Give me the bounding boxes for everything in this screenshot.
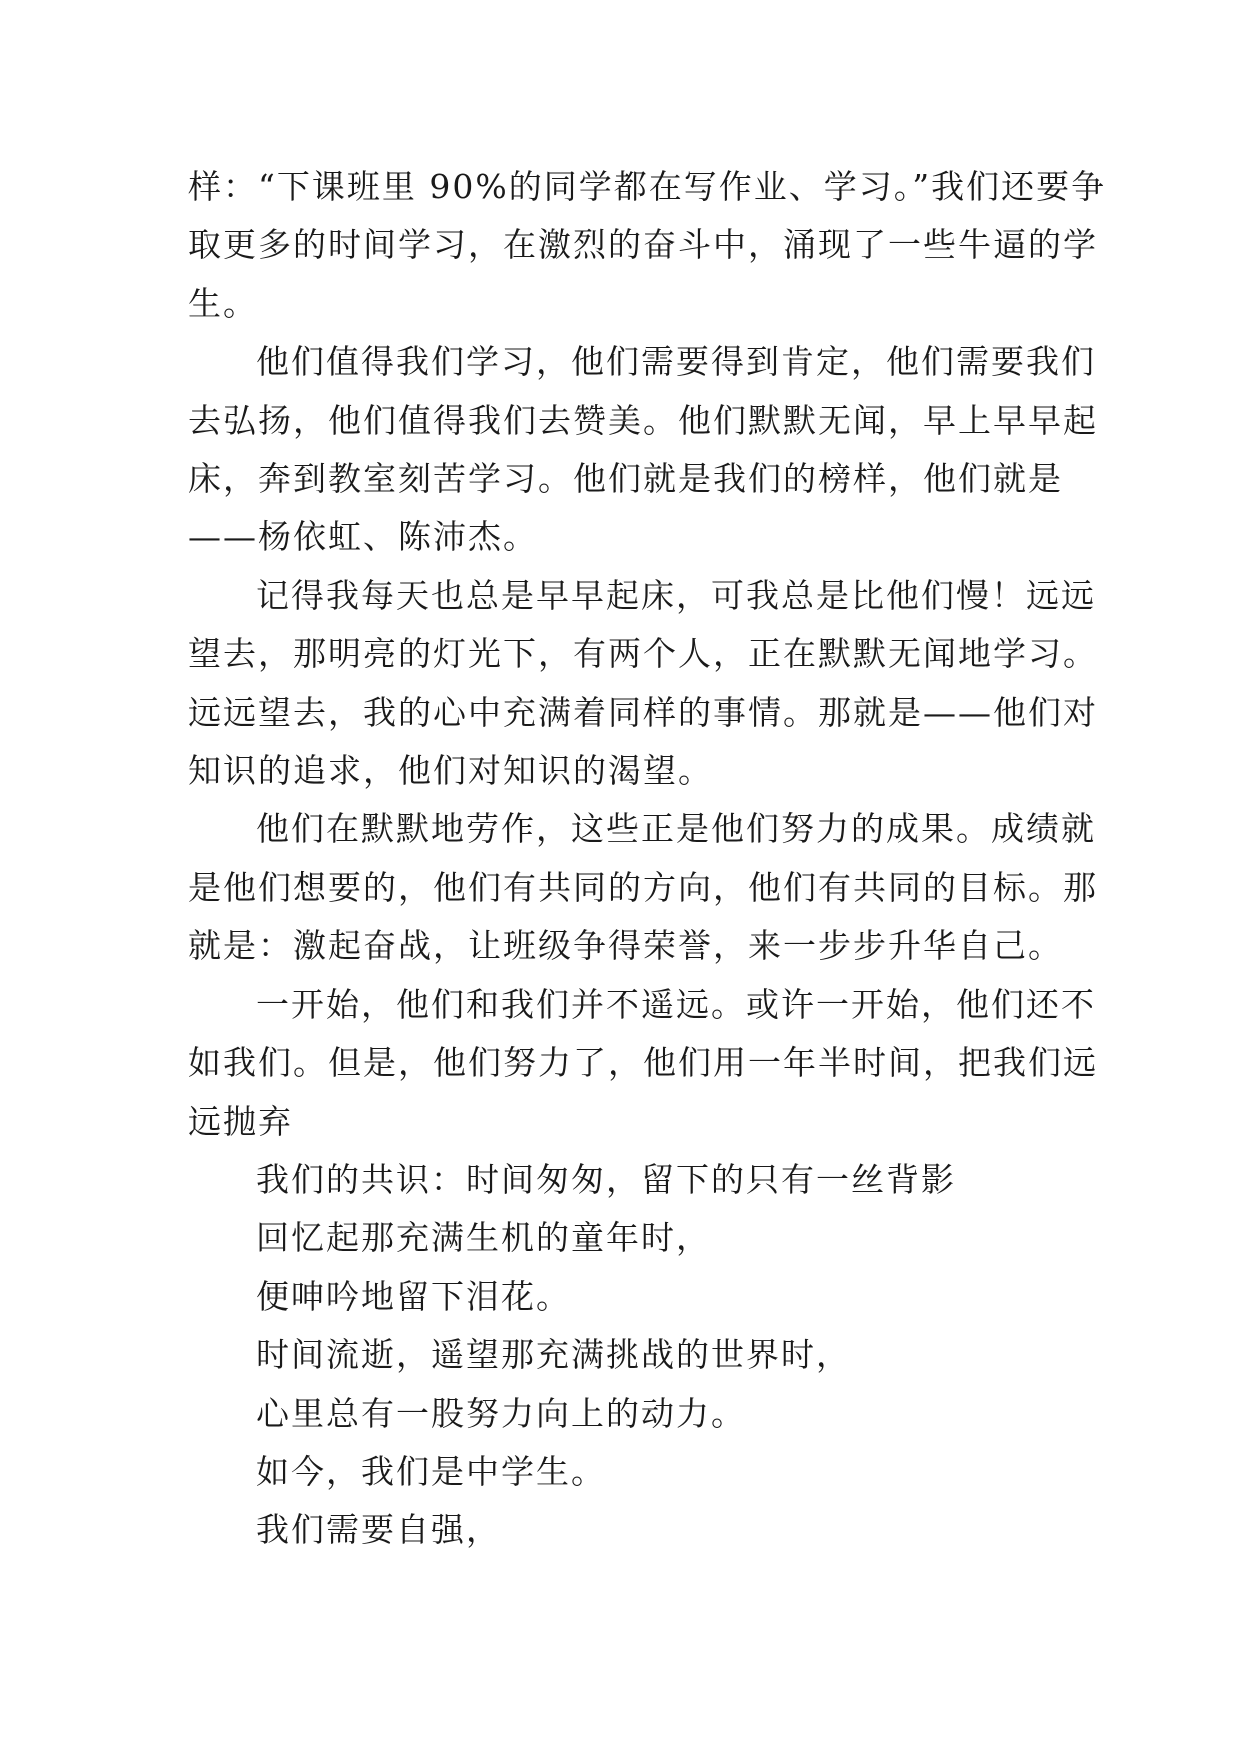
verse-line: 回忆起那充满生机的童年时， <box>256 1218 711 1258</box>
verse-line: 我们需要自强， <box>256 1510 501 1550</box>
verse-block <box>188 1151 1068 1560</box>
text-line: 望去，那明亮的灯光下，有两个人，正在默默无闻地学习。 <box>188 634 1098 674</box>
verse-line: 心里总有一股努力向上的动力。 <box>256 1393 746 1433</box>
text-line: 他们在默默地劳作，这些正是他们努力的成果。成绩就 <box>256 809 1096 849</box>
verse-line: 时间流逝，遥望那充满挑战的世界时， <box>256 1335 851 1375</box>
text-line: 去弘扬，他们值得我们去赞美。他们默默无闻，早上早早起 <box>188 400 1098 440</box>
text-line: 知识的追求，他们对知识的渴望。 <box>188 751 713 791</box>
text-line: 他们值得我们学习，他们需要得到肯定，他们需要我们 <box>256 342 1096 382</box>
text-line: ——杨依虹、陈沛杰。 <box>188 517 538 557</box>
text-line: 就是：激起奋战，让班级争得荣誉，来一步步升华自己。 <box>188 926 1063 966</box>
paragraph-2 <box>188 333 1098 567</box>
paragraph-5 <box>188 976 1098 1151</box>
verse-line: 如今，我们是中学生。 <box>256 1451 606 1491</box>
document-body <box>188 158 1107 1560</box>
text-line: 如我们。但是，他们努力了，他们用一年半时间，把我们远 <box>188 1043 1098 1083</box>
verse-line: 便呻吟地留下泪花。 <box>256 1276 571 1316</box>
text-line: 样：“下课班里 90%的同学都在写作业、学习。”我们还要争 <box>188 167 1107 206</box>
paragraph-1 <box>188 158 1107 333</box>
paragraph-3 <box>188 567 1098 801</box>
text-line: 一开始，他们和我们并不遥远。或许一开始，他们还不 <box>256 984 1096 1024</box>
text-line: 床，奔到教室刻苦学习。他们就是我们的榜样，他们就是 <box>188 459 1063 499</box>
text-line: 生。 <box>188 283 258 323</box>
verse-line: 我们的共识：时间匆匆，留下的只有一丝背影 <box>256 1159 956 1199</box>
text-line: 取更多的时间学习，在激烈的奋斗中，涌现了一些牛逼的学 <box>188 225 1098 265</box>
text-line: 远抛弃 <box>188 1101 293 1141</box>
text-line: 记得我每天也总是早早起床，可我总是比他们慢！远远 <box>256 575 1096 615</box>
text-line: 远远望去，我的心中充满着同样的事情。那就是——他们对 <box>188 692 1098 732</box>
text-line: 是他们想要的，他们有共同的方向，他们有共同的目标。那 <box>188 867 1098 907</box>
paragraph-4 <box>188 800 1098 975</box>
